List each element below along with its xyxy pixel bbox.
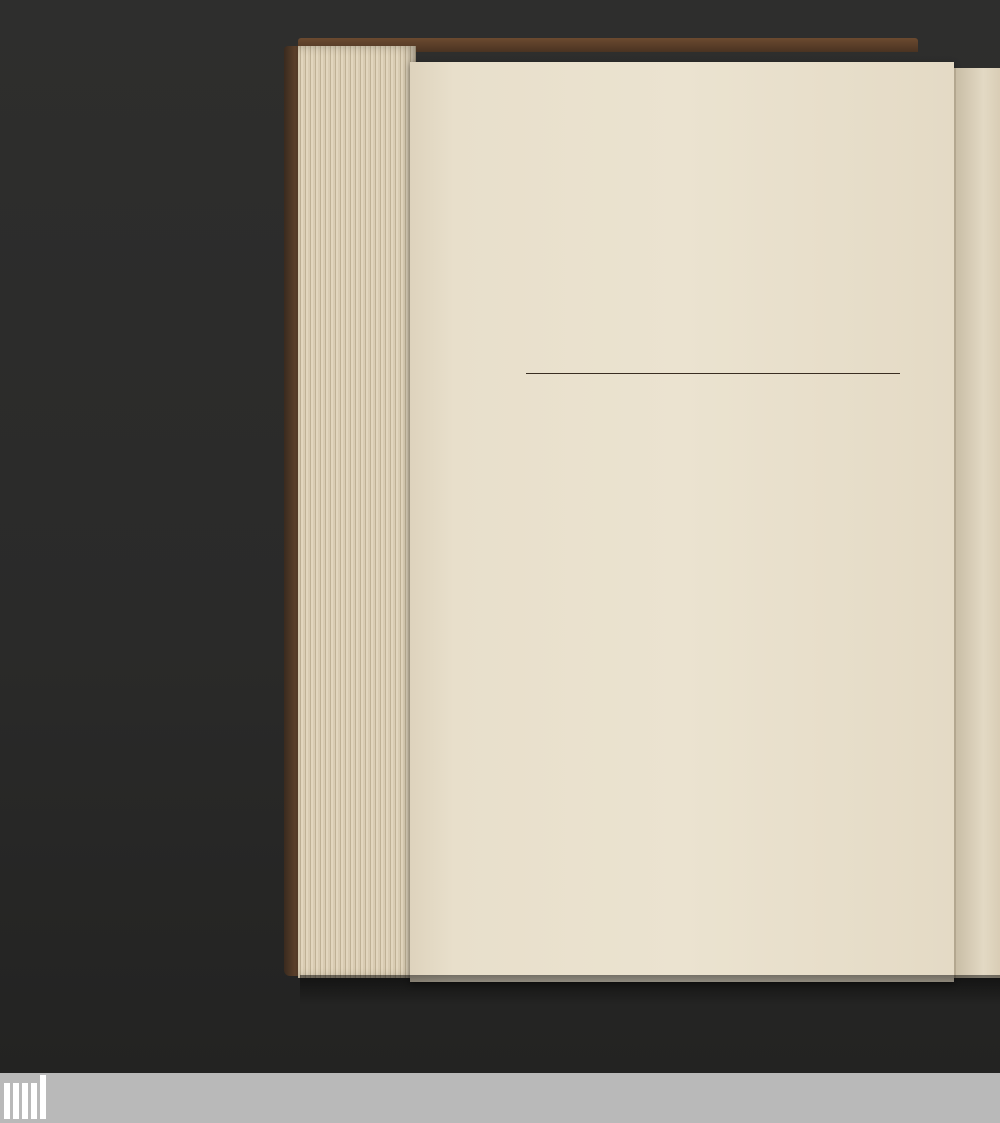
library-logo-icon [4, 1077, 46, 1119]
section-rule [526, 373, 900, 374]
section-heading [516, 385, 920, 415]
book-shadow [300, 975, 1000, 1005]
proposition-title [516, 385, 920, 415]
footer-bar [0, 1073, 1000, 1123]
paragraph-last-line [504, 470, 910, 497]
main-paragraph [504, 470, 910, 497]
book [284, 38, 1000, 988]
page-stack [298, 46, 416, 978]
book-page [410, 62, 954, 982]
running-head [516, 86, 920, 112]
page-text-block [516, 86, 920, 112]
facing-page-edge [954, 68, 1000, 978]
